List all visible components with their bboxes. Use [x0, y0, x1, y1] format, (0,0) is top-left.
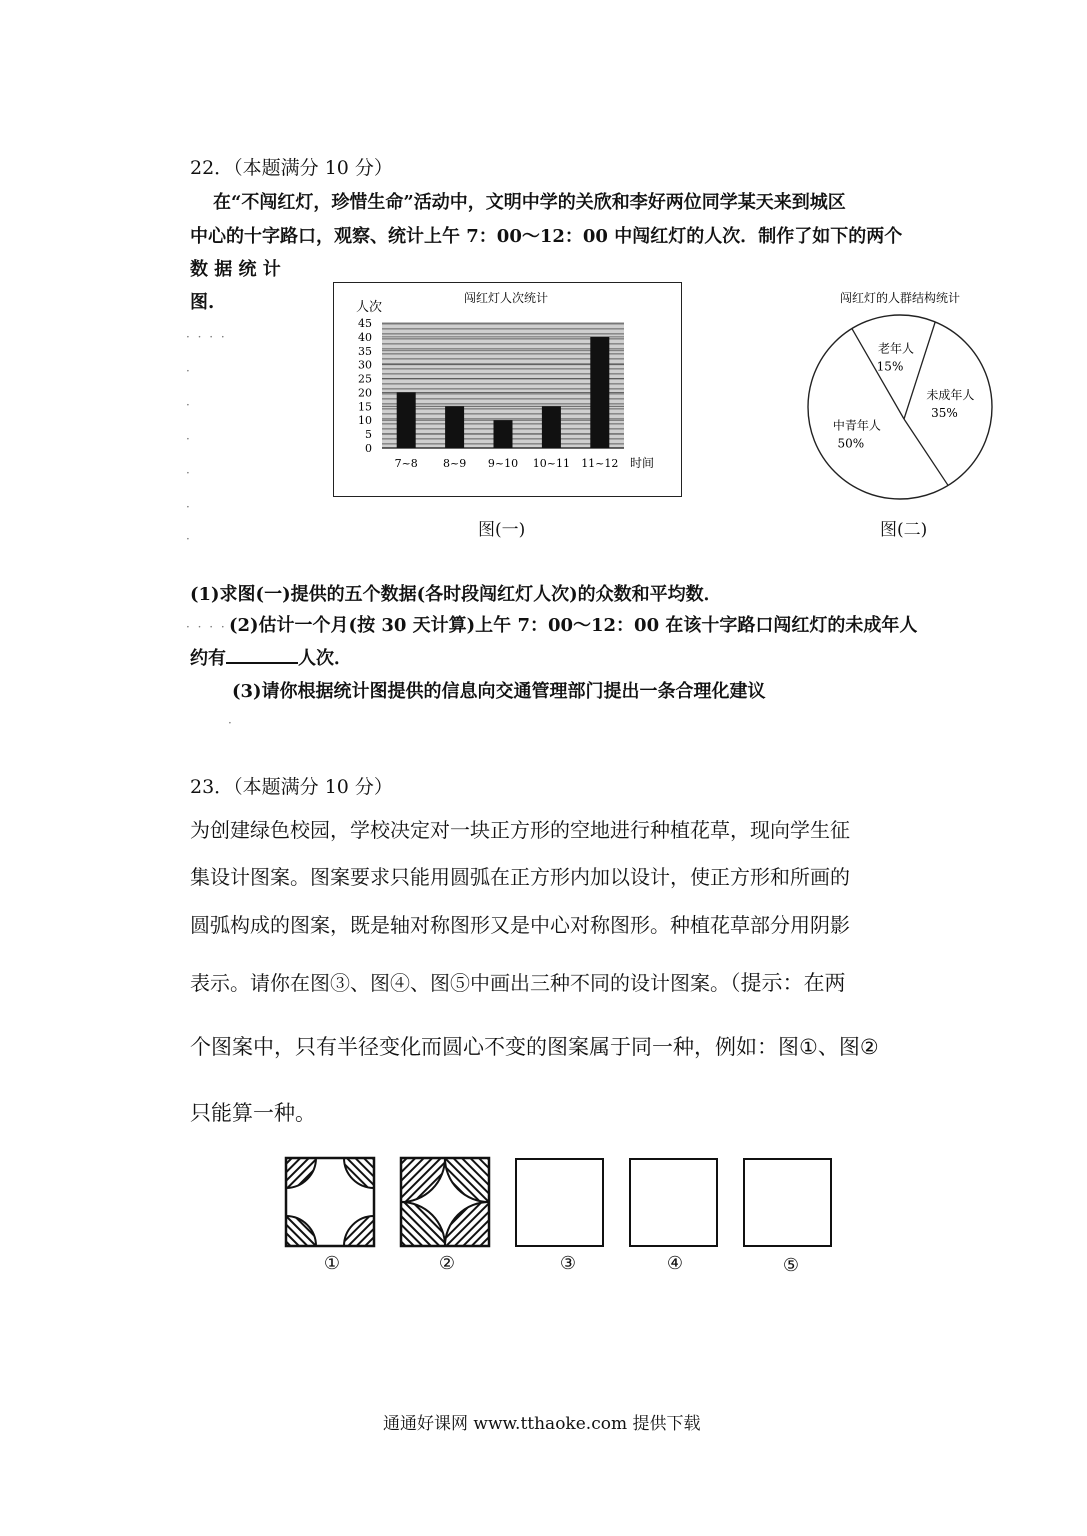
q22-intro-line1: 在“不闯红灯，珍惜生命”活动中，文明中学的关欣和李好两位同学某天来到城区: [213, 192, 846, 213]
x-tick-label: 7~8: [394, 457, 418, 470]
margin-dot: ·: [186, 466, 192, 480]
pie-slice-percent: 15%: [876, 359, 904, 374]
bar-chart-title: 闯红灯人次统计: [463, 291, 549, 305]
y-tick-label: 35: [358, 344, 372, 358]
square-label-5: ⑤: [782, 1255, 800, 1276]
y-tick-label: 25: [358, 372, 372, 386]
footer-text: 通通好课网 www.tthaoke.com 提供下载: [383, 1414, 701, 1434]
margin-dots: · · · ·: [186, 330, 227, 344]
pie-chart: [800, 282, 1000, 502]
y-tick-label: 15: [358, 400, 372, 414]
square-label-4: ④: [666, 1253, 684, 1274]
bar-chart-caption: 图(一): [478, 520, 526, 540]
pie-slice-percent: 50%: [837, 436, 865, 451]
q22-header: 22．（本题满分 10 分）: [190, 157, 393, 179]
q23-line3: 圆弧构成的图案，既是轴对称图形又是中心对称图形。种植花草部分用阴影: [190, 913, 850, 937]
q22-sub2-line1: (2)估计一个月(按 30 天计算)上午 7：00～12：00 在该十字路口闯红灯的未成年人: [229, 615, 918, 636]
y-tick-label: 20: [358, 386, 372, 400]
q23-line4b: （提示：在两: [730, 971, 846, 995]
q22-intro-line3: 数 据 统 计: [190, 259, 281, 280]
y-tick-label: 10: [358, 414, 372, 428]
x-tick-label: 9~10: [487, 457, 519, 470]
bar-chart-xlabel: 时间: [630, 456, 655, 470]
margin-dot: ·: [186, 432, 192, 446]
q22-sub1: (1)求图(一)提供的五个数据(各时段闯红灯人次)的众数和平均数．: [190, 584, 722, 605]
q22-sub3: (3)请你根据统计图提供的信息向交通管理部门提出一条合理化建议: [232, 681, 766, 702]
pie-slice-label: 老年人: [878, 341, 915, 356]
pie-slice-percent: 35%: [931, 406, 958, 421]
q22-sub2-line2: [190, 644, 352, 670]
bar-chart-frame: [333, 282, 682, 497]
margin-dot: ·: [186, 398, 192, 412]
pie-chart-caption: 图(二): [880, 520, 928, 540]
y-tick-label: 5: [365, 428, 372, 442]
bar-8~9: [445, 406, 464, 448]
bar-7~8: [397, 392, 416, 448]
q22-sub2-prefix: 约有: [190, 648, 226, 669]
design-square-2: [399, 1156, 495, 1252]
bar-chart-ylabel: 人次: [356, 300, 383, 315]
bar-9~10: [494, 420, 513, 448]
q23-line6: 只能算一种。: [190, 1101, 316, 1125]
square-label-1: ①: [323, 1253, 341, 1274]
q23-line2: 集设计图案。图案要求只能用圆弧在正方形内加以设计，使正方形和所画的: [190, 865, 850, 889]
margin-dot: ·: [186, 500, 192, 514]
square-label-3: ③: [559, 1253, 577, 1274]
design-square-4[interactable]: [629, 1158, 718, 1247]
margin-dot: ·: [186, 364, 192, 378]
design-square-3[interactable]: [515, 1158, 604, 1247]
margin-dot: ·: [186, 532, 192, 546]
x-tick-label: 10~11: [532, 457, 571, 470]
bar-chart: [334, 283, 681, 496]
q23-header: 23．（本题满分 10 分）: [190, 776, 393, 798]
y-tick-label: 45: [358, 317, 372, 330]
y-tick-label: 30: [358, 358, 372, 372]
design-square-1: [284, 1156, 380, 1252]
x-tick-label: 8~9: [442, 457, 467, 470]
square-label-2: ②: [438, 1253, 456, 1274]
margin-dot: ·: [228, 716, 234, 730]
q22-intro-line2: 中心的十字路口，观察、统计上午 7：00～12：00 中闯红灯的人次．制作了如下的两个: [190, 226, 903, 247]
q22-intro-line4: 图.: [190, 292, 215, 313]
q23-line4a: 表示。请你在图③、图④、图⑤中画出三种不同的设计图案。: [190, 971, 730, 995]
q22-sub2-suffix: 人次．: [298, 648, 352, 669]
answer-blank[interactable]: [226, 662, 298, 664]
bar-11~12: [590, 337, 609, 448]
bar-10~11: [542, 406, 561, 448]
pie-slice-label: 中青年人: [832, 418, 881, 433]
y-tick-label: 0: [365, 442, 372, 455]
pie-slice-label: 未成年人: [926, 388, 975, 403]
q23-line4: [190, 967, 846, 997]
pie-chart-title: 闯红灯的人群结构统计: [839, 291, 961, 305]
design-square-5[interactable]: [743, 1158, 832, 1247]
x-tick-label: 11~12: [581, 457, 619, 470]
margin-dots: · · · ·: [186, 620, 227, 634]
y-tick-label: 40: [358, 330, 372, 344]
q23-line5: 个图案中，只有半径变化而圆心不变的图案属于同一种，例如：图①、图②: [190, 1035, 879, 1059]
q23-line1: 为创建绿色校园，学校决定对一块正方形的空地进行种植花草，现向学生征: [190, 818, 850, 842]
